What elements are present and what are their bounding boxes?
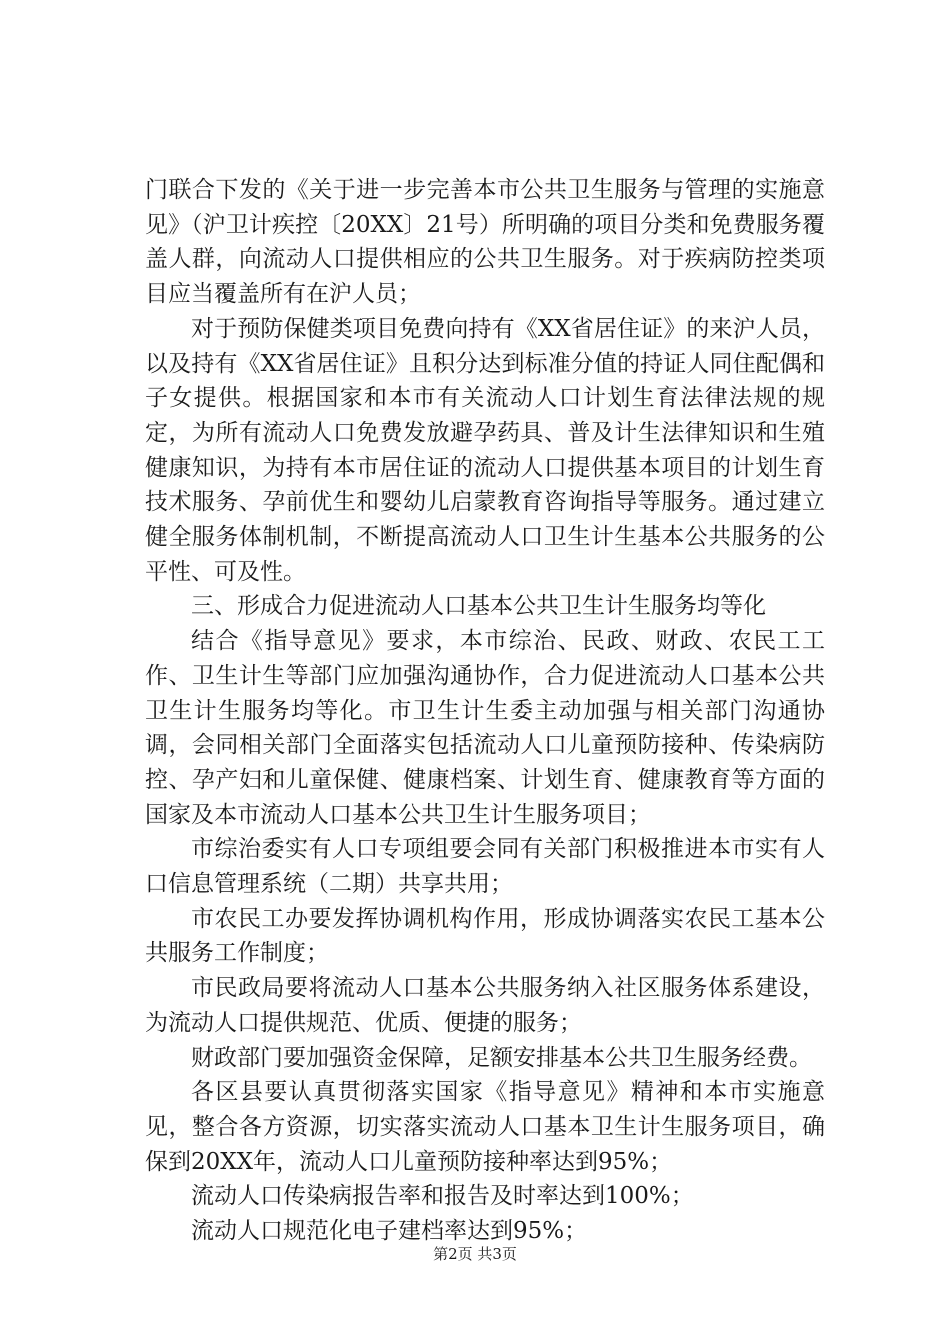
section-heading: 三、形成合力促进流动人口基本公共卫生计生服务均等化: [191, 593, 766, 620]
paragraph: 市农民工办要发挥协调机构作用，形成协调落实农民工基本公共服务工作制度；: [145, 905, 825, 967]
page-number: 第2页 共3页: [433, 1245, 517, 1263]
paragraph: 流动人口传染病报告率和报告及时率达到100%；: [191, 1183, 694, 1210]
document-body: [145, 173, 825, 1249]
page-footer: [0, 1244, 950, 1264]
paragraph-continuation: 门联合下发的《关于进一步完善本市公共卫生服务与管理的实施意见》（沪卫计疾控〔20XX〕21号）所明确的项目分类和免费服务覆盖人群，向流动人口提供相应的公共卫生服务。对于疾病防控类项目应当覆盖所有在沪人员；: [145, 177, 825, 308]
paragraph: 财政部门要加强资金保障，足额安排基本公共卫生服务经费。: [191, 1044, 812, 1071]
paragraph: 对于预防保健类项目免费向持有《XX省居住证》的来沪人员，以及持有《XX省居住证》且积分达到标准分值的持证人同住配偶和子女提供。根据国家和本市有关流动人口计划生育法律法规的规定，为所有流动人口免费发放避孕药具、普及计生法律知识和生殖健康知识，为持有本市居住证的流动人口提供基本项目的计划生育技术服务、孕前优生和婴幼儿启蒙教育咨询指导等服务。通过建立健全服务体制机制，不断提高流动人口卫生计生基本公共服务的公平性、可及性。: [145, 315, 825, 585]
paragraph: 流动人口规范化电子建档率达到95%；: [191, 1218, 588, 1245]
paragraph: 结合《指导意见》要求，本市综治、民政、财政、农民工工作、卫生计生等部门应加强沟通协作，合力促进流动人口基本公共卫生计生服务均等化。市卫生计生委主动加强与相关部门沟通协调，会同相关部门全面落实包括流动人口儿童预防接种、传染病防控、孕产妇和儿童保健、健康档案、计划生育、健康教育等方面的国家及本市流动人口基本公共卫生计生服务项目；: [145, 628, 825, 828]
paragraph: 市民政局要将流动人口基本公共服务纳入社区服务体系建设，为流动人口提供规范、优质、便捷的服务；: [145, 975, 825, 1036]
paragraph: 市综治委实有人口专项组要会同有关部门积极推进本市实有人口信息管理系统（二期）共享共用；: [145, 836, 825, 898]
paragraph: 各区县要认真贯彻落实国家《指导意见》精神和本市实施意见，整合各方资源，切实落实流动人口基本卫生计生服务项目，确保到20XX年，流动人口儿童预防接种率达到95%；: [145, 1079, 825, 1175]
